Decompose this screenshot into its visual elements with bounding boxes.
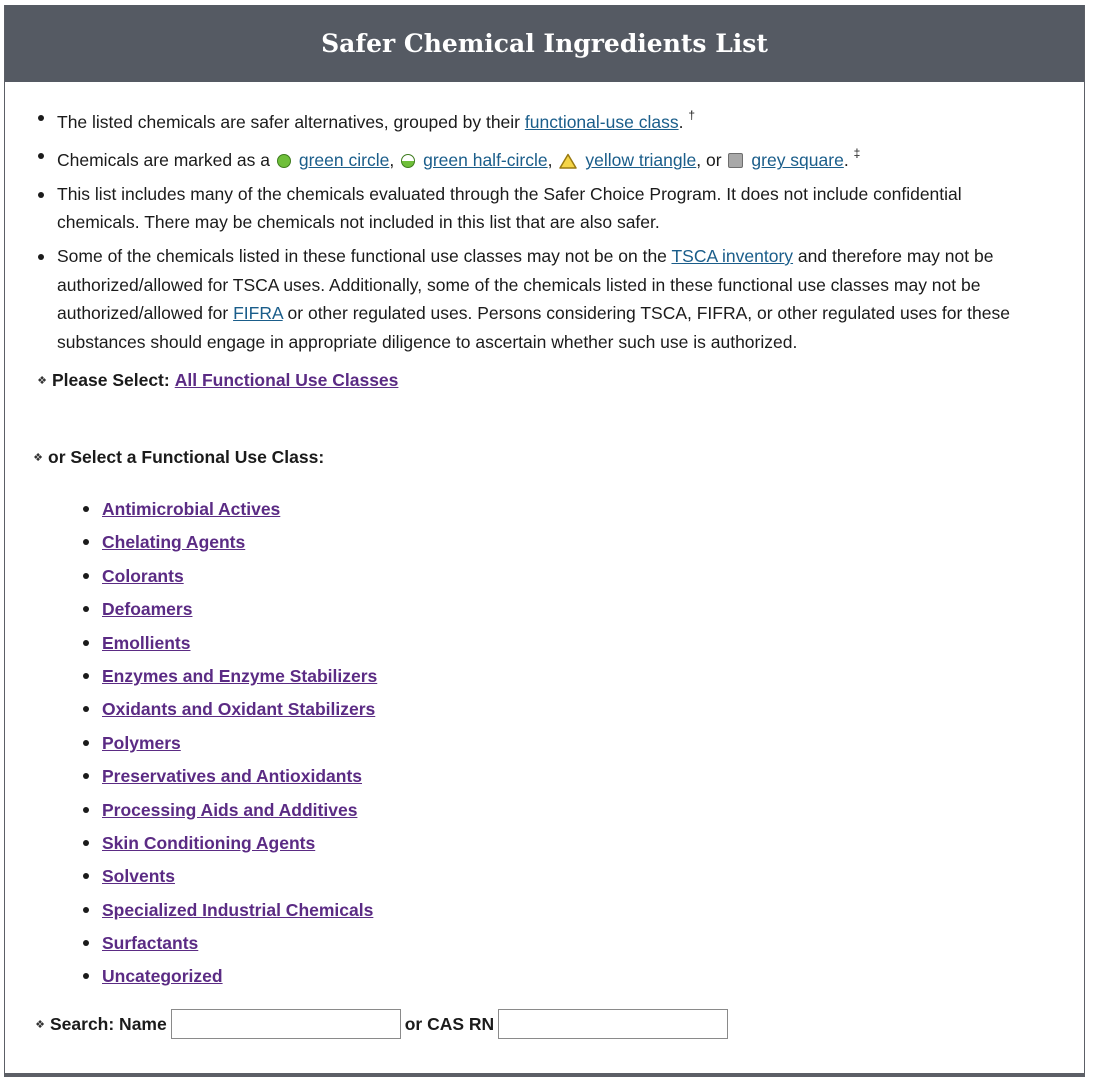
green-circle-link[interactable]: green circle [298,150,390,171]
intro-list [35,103,1045,361]
list-item [79,562,377,595]
yellow-triangle-link[interactable]: yellow triangle [585,150,697,171]
double-dagger-footnote: ‡ [853,146,861,161]
diamond-bullet-icon: ❖ [37,375,47,387]
list-item [79,528,377,561]
page-title: Safer Chemical Ingredients List [321,29,768,58]
class-link-polymers[interactable]: Polymers [102,732,181,753]
all-functional-use-classes-link[interactable]: All Functional Use Classes [174,370,399,390]
class-link-surfactants[interactable]: Surfactants [102,933,199,954]
ingredients-panel [4,5,1085,1077]
list-item [79,729,377,762]
list-item [79,796,377,829]
search-name-input[interactable] [171,1009,401,1039]
diamond-bullet-icon: ❖ [35,1018,45,1031]
yellow-triangle-icon [559,153,577,169]
list-item [79,629,377,662]
functional-use-class-heading [31,447,324,468]
class-link-oxidants[interactable]: Oxidants and Oxidant Stabilizers [102,699,376,720]
list-item [79,495,377,528]
grey-square-icon [728,153,743,168]
class-link-emollients[interactable]: Emollients [102,632,191,653]
class-link-chelating-agents[interactable]: Chelating Agents [102,532,246,553]
list-item [79,695,377,728]
page-header [5,5,1084,82]
class-link-preservatives[interactable]: Preservatives and Antioxidants [102,766,363,787]
search-row [33,1009,732,1039]
list-item [79,662,377,695]
class-link-processing-aids[interactable]: Processing Aids and Additives [102,799,358,820]
list-item [79,862,377,895]
green-half-circle-link[interactable]: green half-circle [423,150,548,171]
intro-item-grouping: The listed chemicals are safer alternatives, grouped by their functional-use class. † [35,103,1045,136]
list-item [79,962,377,995]
intro-item-markers: Chemicals are marked as a green circle, green half-circle, yellow triangle, or grey square. ‡ [35,141,1045,174]
class-link-skin-conditioning[interactable]: Skin Conditioning Agents [102,832,316,853]
class-link-specialized-industrial[interactable]: Specialized Industrial Chemicals [102,899,374,920]
dagger-footnote: † [688,108,696,122]
search-name-label: Search: Name [50,1013,167,1034]
class-link-antimicrobial-actives[interactable]: Antimicrobial Actives [102,499,281,519]
class-link-defoamers[interactable]: Defoamers [102,599,193,620]
functional-use-class-link[interactable]: functional-use class [524,111,679,132]
green-circle-icon [277,154,291,168]
class-link-enzymes[interactable]: Enzymes and Enzyme Stabilizers [102,665,378,686]
please-select-label: Please Select: [52,370,170,390]
search-cas-input[interactable] [498,1009,728,1039]
intro-item-regulatory: Some of the chemicals listed in these functional use classes may not be on the TSCA inventory and therefore may not be authorized/allowed for TSCA uses. Additionally, some of the chemicals listed in these functional use classes may not be authorized/allowed for FIFRA or other regulated uses. Persons considering TSCA, FIFRA, or other regulated uses for these substances should engage in appropriate diligence to ascertain whether such use is authorized. [35,242,1045,356]
list-item [79,896,377,929]
diamond-bullet-icon: ❖ [33,452,43,464]
class-link-uncategorized[interactable]: Uncategorized [102,966,223,987]
tsca-inventory-link[interactable]: TSCA inventory [671,246,794,267]
list-item [79,762,377,795]
list-item [79,929,377,962]
cas-rn-label: or CAS RN [404,1013,495,1034]
fifra-link[interactable]: FIFRA [233,303,283,324]
select-class-label: or Select a Functional Use Class: [48,447,325,467]
functional-use-class-list [79,495,377,996]
grey-square-link[interactable]: grey square [751,150,844,171]
please-select-row [35,370,398,391]
green-half-circle-icon [401,154,415,168]
class-link-colorants[interactable]: Colorants [102,565,184,586]
list-item [79,829,377,862]
class-link-solvents[interactable]: Solvents [102,866,175,887]
list-item [79,595,377,628]
intro-item-coverage: This list includes many of the chemicals evaluated through the Safer Choice Program. It does not include confidential chemicals. There may be chemicals not included in this list that are also safer. [35,180,1045,237]
